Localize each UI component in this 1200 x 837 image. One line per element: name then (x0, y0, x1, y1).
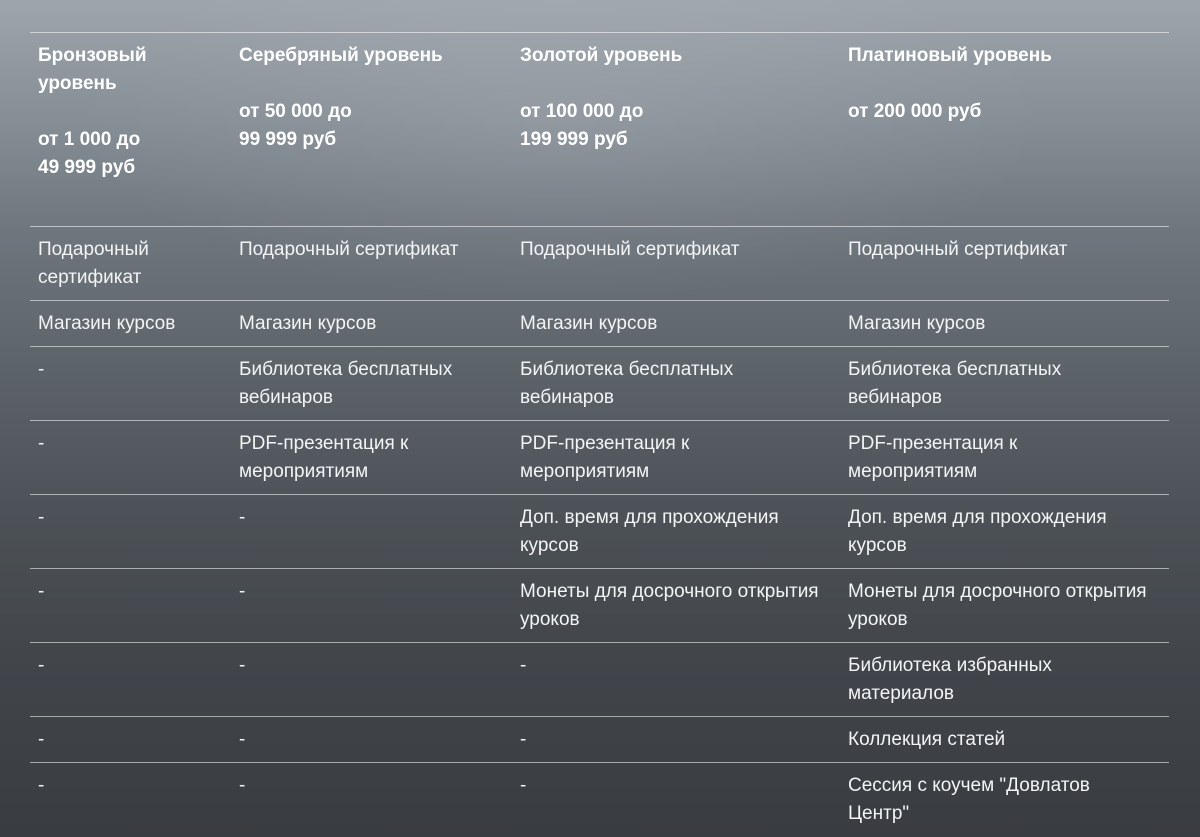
tier-price: от 1 000 до 49 999 руб (38, 129, 141, 178)
table-cell: Подарочный сертификат (520, 239, 740, 260)
tier-price: от 50 000 до 99 999 руб (239, 101, 352, 150)
feature-row-extra-time (30, 495, 1169, 569)
table-cell: Библиотека бесплатных вебинаров (239, 359, 453, 408)
table-cell: Магазин курсов (38, 313, 176, 334)
table-cell: - (520, 729, 527, 750)
tier-name: Серебряный уровень (239, 45, 443, 66)
feature-row-article-collection (30, 717, 1169, 763)
table-cell: Библиотека избранных материалов (848, 655, 1052, 704)
table-cell: - (38, 507, 45, 528)
table-cell: - (239, 655, 246, 676)
table-cell: - (38, 775, 45, 796)
table-cell: - (239, 507, 246, 528)
table-cell: Монеты для досрочного открытия уроков (520, 581, 819, 630)
tier-price: от 200 000 руб (848, 101, 982, 122)
tier-name: Золотой уровень (520, 45, 683, 66)
table-cell: Доп. время для прохождения курсов (848, 507, 1107, 556)
table-cell: PDF-презентация к мероприятиям (848, 433, 1018, 482)
table-cell: Библиотека бесплатных вебинаров (848, 359, 1062, 408)
tier-name: Бронзовый уровень (38, 45, 147, 94)
tier-header-row (30, 33, 1169, 227)
table-cell: - (38, 359, 45, 380)
tier-header-silver (231, 33, 512, 227)
table-cell: PDF-презентация к мероприятиям (239, 433, 409, 482)
tier-header-platinum (840, 33, 1169, 227)
table-cell: Магазин курсов (848, 313, 986, 334)
table-cell: - (239, 729, 246, 750)
tier-comparison-table (30, 32, 1169, 836)
table-cell: Монеты для досрочного открытия уроков (848, 581, 1147, 630)
table-cell: Подарочный сертификат (38, 239, 149, 288)
feature-row-coins (30, 569, 1169, 643)
feature-row-webinar-library (30, 347, 1169, 421)
table-cell: - (38, 655, 45, 676)
feature-row-coach-session (30, 763, 1169, 837)
table-cell: Библиотека бесплатных вебинаров (520, 359, 734, 408)
tier-header-bronze (30, 33, 231, 227)
table-cell: - (520, 775, 527, 796)
feature-row-course-shop (30, 301, 1169, 347)
feature-row-pdf-presentation (30, 421, 1169, 495)
table-cell: Доп. время для прохождения курсов (520, 507, 779, 556)
feature-row-selected-materials (30, 643, 1169, 717)
table-cell: - (38, 581, 45, 602)
table-cell: Магазин курсов (520, 313, 658, 334)
table-cell: - (38, 433, 45, 454)
tier-header-gold (512, 33, 840, 227)
table-cell: - (239, 581, 246, 602)
table-cell: - (38, 729, 45, 750)
tier-price: от 100 000 до 199 999 руб (520, 101, 644, 150)
table-cell: - (239, 775, 246, 796)
table-cell: - (520, 655, 527, 676)
table-cell: Подарочный сертификат (239, 239, 459, 260)
table-cell: PDF-презентация к мероприятиям (520, 433, 690, 482)
tier-name: Платиновый уровень (848, 45, 1052, 66)
table-cell: Магазин курсов (239, 313, 377, 334)
table-cell: Подарочный сертификат (848, 239, 1068, 260)
feature-row-gift-certificate (30, 227, 1169, 301)
table-cell: Коллекция статей (848, 729, 1006, 750)
table-cell: Сессия с коучем "Довлатов Центр" (848, 775, 1090, 824)
